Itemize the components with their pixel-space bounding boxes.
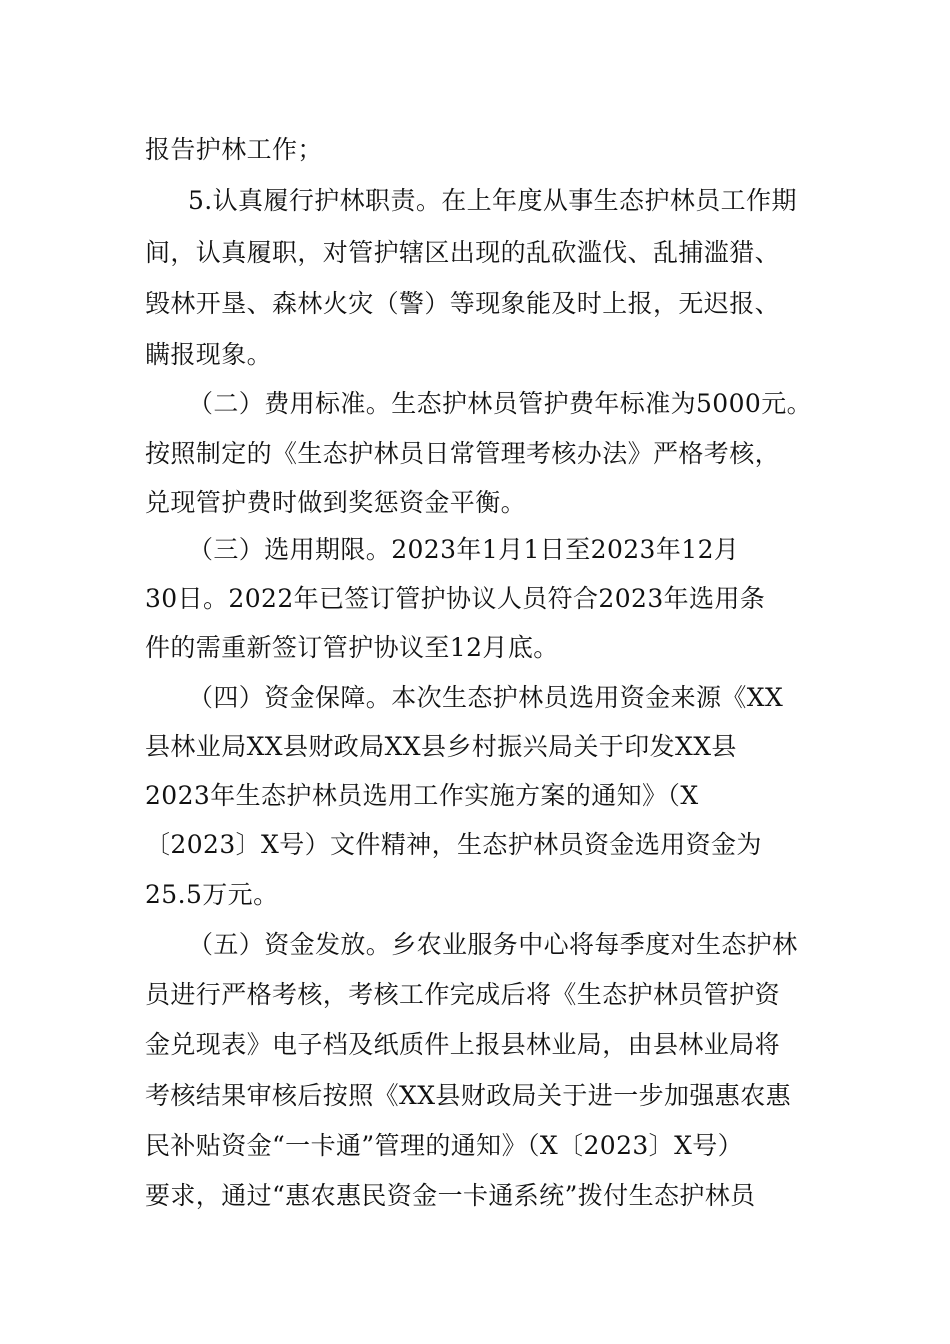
text-line: 瞒报现象。 — [145, 340, 273, 369]
text-line: （四）资金保障。本次生态护林员选用资金来源《XX — [188, 683, 784, 712]
text-line: 要求，通过“惠农惠民资金一卡通系统”拨付生态护林员 — [145, 1181, 756, 1210]
text-line: 25.5万元。 — [145, 880, 279, 909]
text-line: 件的需重新签订管护协议至12月底。 — [145, 633, 559, 662]
text-line: （二）费用标准。生态护林员管护费年标准为5000元。 — [188, 389, 813, 418]
text-line: 5.认真履行护林职责。在上年度从事生态护林员工作期 — [188, 186, 797, 215]
text-line: 金兑现表》电子档及纸质件上报县林业局，由县林业局将 — [145, 1030, 781, 1059]
text-line: 毁林开垦、森林火灾（警）等现象能及时上报，无迟报、 — [145, 289, 781, 318]
text-line: 报告护林工作； — [145, 135, 323, 164]
text-line: 员进行严格考核，考核工作完成后将《生态护林员管护资 — [145, 980, 781, 1009]
text-line: 30日。2022年已签订管护协议人员符合2023年选用条 — [145, 584, 766, 613]
text-line: 〔2023〕X号）文件精神，生态护林员资金选用资金为 — [145, 830, 762, 859]
text-line: （三）选用期限。2023年1月1日至2023年12月 — [188, 535, 740, 564]
text-line: 考核结果审核后按照《XX县财政局关于进一步加强惠农惠 — [145, 1081, 791, 1110]
text-line: 间，认真履职，对管护辖区出现的乱砍滥伐、乱捕滥猎、 — [145, 238, 781, 267]
text-line: 2023年生态护林员选用工作实施方案的通知》（X — [145, 781, 699, 810]
text-line: 按照制定的《生态护林员日常管理考核办法》严格考核， — [145, 439, 781, 468]
text-line: 民补贴资金“一卡通”管理的通知》（X〔2023〕X号） — [145, 1131, 744, 1160]
text-line: 县林业局XX县财政局XX县乡村振兴局关于印发XX县 — [145, 732, 737, 761]
text-line: （五）资金发放。乡农业服务中心将每季度对生态护林 — [188, 930, 798, 959]
text-line: 兑现管护费时做到奖惩资金平衡。 — [145, 488, 527, 517]
